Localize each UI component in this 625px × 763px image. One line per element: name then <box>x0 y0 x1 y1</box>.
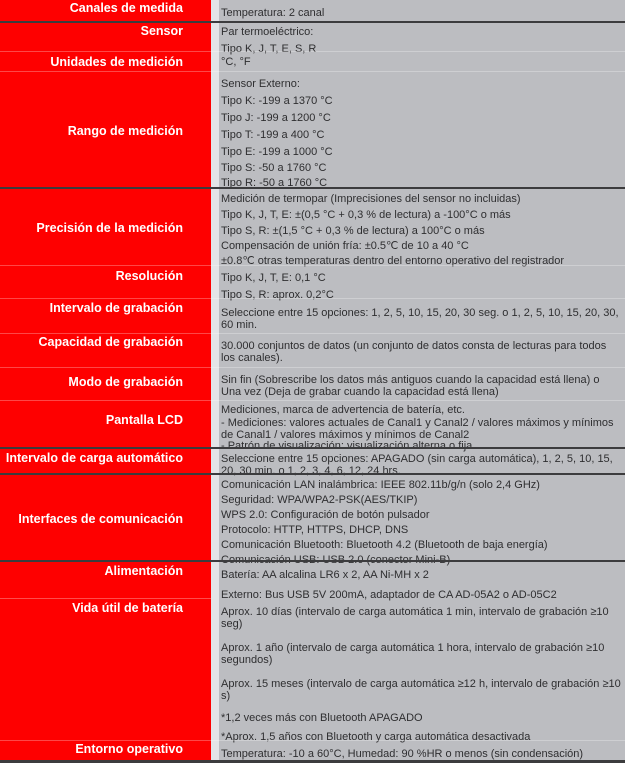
spec-value-line: Sin fin (Sobrescribe los datos más antiguos cuando la capacidad está llena) o Una vez (Deja de grabar cuando la capacidad está llena) <box>221 374 600 398</box>
spec-value-line: Tipo K, J, T, E, S, R <box>221 43 317 55</box>
spec-value-line: Batería: AA alcalina LR6 x 2, AA Ni-MH x 2 <box>221 569 429 581</box>
row-separator <box>0 598 211 599</box>
spec-row <box>0 560 625 601</box>
spec-value-line: Mediciones, marca de advertencia de batería, etc. <box>221 404 465 416</box>
spec-row <box>0 598 625 743</box>
spec-value-line: Seleccione entre 15 opciones: 1, 2, 5, 10, 15, 20, 30 seg. o 1, 2, 5, 10, 15, 20, 30, 60 min. <box>221 307 619 331</box>
spec-label: Entorno operativo <box>75 742 183 756</box>
spec-value-line: Tipo S, R: ±(1,5 °C + 0,3 % de lectura) a 100°C o más <box>221 225 485 237</box>
spec-label: Modo de grabación <box>68 375 183 389</box>
spec-value-line: *Aprox. 1,5 años con Bluetooth y carga automática desactivada <box>221 731 531 743</box>
spec-value-line: Tipo K, J, T, E: 0,1 °C <box>221 272 326 284</box>
spec-label: Unidades de medición <box>50 55 183 69</box>
spec-value-line: Comunicación USB: USB 2.0 (conector Mini-B) <box>221 554 451 566</box>
spec-value-line: Aprox. 10 días (intervalo de carga automática 1 min, intervalo de grabación ≥10 seg) <box>221 606 609 630</box>
spec-value-line: Temperatura: 2 canal <box>221 7 325 19</box>
spec-row <box>0 187 625 265</box>
spec-value-line: Tipo S: -50 a 1760 °C <box>221 162 327 174</box>
spec-label: Canales de medida <box>69 1 183 15</box>
spec-row <box>0 0 625 21</box>
spec-value-line: - Mediciones: valores actuales de Canal1 y Canal2 / valores máximos y mínimos de Canal1 / valores máximos y mínimos de Canal2 <box>221 417 614 441</box>
spec-row <box>0 473 625 566</box>
spec-value-line: - Patrón de visualización: visualización alterna o fija <box>221 440 473 452</box>
spec-value-line: 30.000 conjuntos de datos (un conjunto de datos consta de lecturas para todos los canales). <box>221 340 607 364</box>
spec-row <box>0 447 625 477</box>
spec-value-line: °C, °F <box>221 56 251 68</box>
spec-value-line: Seleccione entre 15 opciones: APAGADO (sin carga automática), 1, 2, 5, 10, 15, 20, 30 min. o 1, 2, 3, 4, 6, 12, 24 hrs. <box>221 453 613 477</box>
spec-value-line: Tipo K: -199 a 1370 °C <box>221 95 333 107</box>
spec-row <box>0 400 625 452</box>
spec-row <box>0 367 625 400</box>
spec-value-line: Comunicación LAN inalámbrica: IEEE 802.11b/g/n (solo 2,4 GHz) <box>221 479 540 491</box>
spec-value-line: Tipo J: -199 a 1200 °C <box>221 112 331 124</box>
spec-value-line: WPS 2.0: Configuración de botón pulsador <box>221 509 430 521</box>
spec-value-line: Tipo R: -50 a 1760 °C <box>221 177 328 189</box>
spec-label: Intervalo de carga automático <box>5 451 183 465</box>
spec-value-line: Compensación de unión fría: ±0.5℃ de 10 a 40 °C <box>221 240 469 252</box>
spec-label: Pantalla LCD <box>105 413 183 427</box>
spec-row <box>0 333 625 367</box>
spec-label: Resolución <box>115 269 183 283</box>
spec-row <box>0 51 625 71</box>
spec-value-line: Seguridad: WPA/WPA2-PSK(AES/TKIP) <box>221 494 418 506</box>
spec-value-line: Tipo K, J, T, E: ±(0,5 °C + 0,3 % de lectura) a -100°C o más <box>221 209 511 221</box>
spec-row <box>0 265 625 301</box>
spec-row <box>0 740 625 760</box>
spec-label: Alimentación <box>104 564 183 578</box>
spec-value-line: Sensor Externo: <box>221 78 300 90</box>
spec-value-line: Par termoeléctrico: <box>221 26 314 38</box>
spec-label: Sensor <box>140 24 183 38</box>
spec-label: Capacidad de grabación <box>38 335 183 349</box>
spec-label: Vida útil de batería <box>72 601 183 615</box>
spec-value-line: Tipo E: -199 a 1000 °C <box>221 146 333 158</box>
spec-value-line: Externo: Bus USB 5V 200mA, adaptador de CA AD-05A2 o AD-05C2 <box>221 589 557 601</box>
spec-label: Precisión de la medición <box>36 221 183 235</box>
spec-value-line: ±0.8℃ otras temperaturas dentro del entorno operativo del registrador <box>221 255 565 267</box>
spec-row <box>0 71 625 187</box>
spec-row <box>0 21 625 55</box>
spec-value-line: Tipo T: -199 a 400 °C <box>221 129 325 141</box>
spec-value-line: Aprox. 1 año (intervalo de carga automática 1 hora, intervalo de grabación ≥10 segundos) <box>221 642 605 666</box>
spec-row <box>0 298 625 333</box>
spec-value-line: Medición de termopar (Imprecisiones del sensor no incluidas) <box>221 193 521 205</box>
spec-value-line: Tipo S, R: aprox. 0,2°C <box>221 289 334 301</box>
spec-value-line: Temperatura: -10 a 60°C, Humedad: 90 %HR o menos (sin condensación) <box>221 748 584 760</box>
spec-value-line: Protocolo: HTTP, HTTPS, DHCP, DNS <box>221 524 409 536</box>
spec-label: Intervalo de grabación <box>49 301 183 315</box>
spec-value-line: Comunicación Bluetooth: Bluetooth 4.2 (Bluetooth de baja energía) <box>221 539 548 551</box>
spec-label: Interfaces de comunicación <box>18 512 183 526</box>
spec-value-line: *1,2 veces más con Bluetooth APAGADO <box>221 712 423 724</box>
spec-label: Rango de medición <box>67 124 183 138</box>
spec-value-line: Aprox. 15 meses (intervalo de carga automática ≥12 h, intervalo de grabación ≥10 s) <box>221 678 621 702</box>
